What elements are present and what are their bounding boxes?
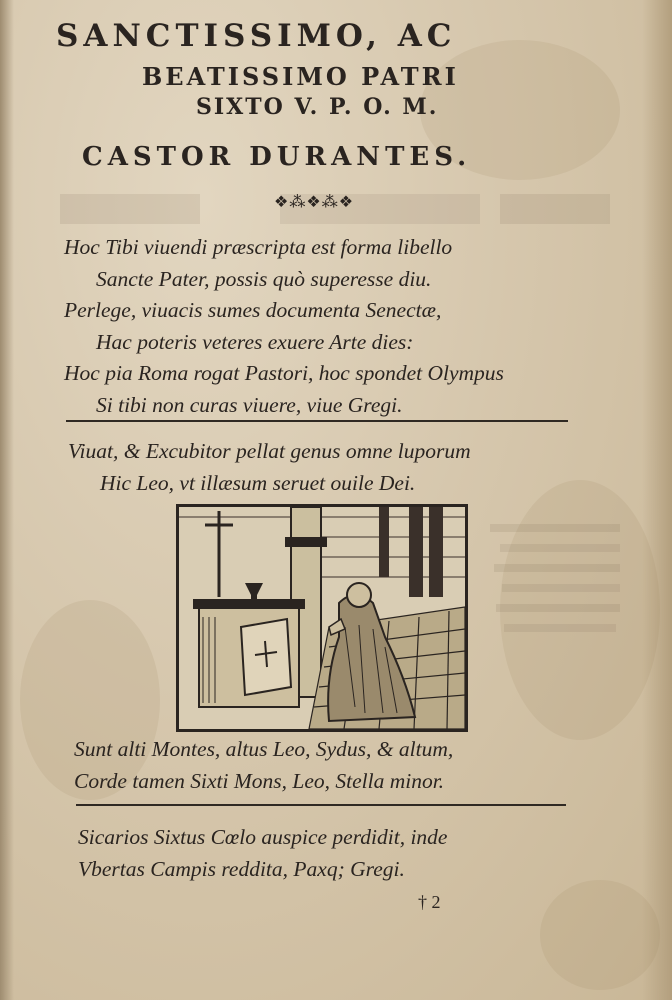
verse-line: Sunt alti Montes, altus Leo, Sydus, & altum, bbox=[74, 737, 454, 761]
verse-line: Hic Leo, vt illæsum seruet ouile Dei. bbox=[100, 470, 416, 495]
verse-line: Hac poteris veteres exuere Arte dies: bbox=[96, 329, 414, 354]
woodcut-praying-pope-image bbox=[179, 507, 465, 729]
poem-mountains bbox=[74, 734, 453, 797]
verse-line: Si tibi non curas viuere, viue Gregi. bbox=[96, 392, 403, 417]
page-right-edge bbox=[642, 0, 672, 1000]
verse-line: Sicarios Sixtus Cœlo auspice perdidit, inde bbox=[78, 825, 448, 849]
divider-rule bbox=[76, 804, 566, 806]
dedication-title-line3: SIXTO V. P. O. M. bbox=[196, 94, 439, 120]
verse-line: Vbertas Campis reddita, Paxq; Gregi. bbox=[78, 856, 405, 881]
dedication-title-line1: SANCTISSIMO, AC bbox=[56, 18, 457, 54]
woodcut-illustration bbox=[176, 504, 468, 732]
page-left-edge bbox=[0, 0, 14, 1000]
verse-line: Corde tamen Sixti Mons, Leo, Stella minor. bbox=[74, 768, 445, 793]
poem-sicarios bbox=[78, 822, 447, 885]
verse-line: Viuat, & Excubitor pellat genus omne luporum bbox=[68, 439, 471, 463]
poem-dedication bbox=[64, 232, 504, 421]
dedication-title-line2: BEATISSIMO PATRI bbox=[142, 62, 459, 91]
divider-rule bbox=[66, 420, 568, 422]
verse-line: Hoc Tibi viuendi præscripta est forma libello bbox=[64, 235, 453, 259]
verse-line: Hoc pia Roma rogat Pastori, hoc spondet Olympus bbox=[64, 361, 504, 385]
poem-lion bbox=[68, 436, 471, 499]
bleed-through bbox=[480, 520, 630, 650]
verse-line: Perlege, viuacis sumes documenta Senectæ, bbox=[64, 298, 442, 322]
author-name: CASTOR DURANTES. bbox=[82, 142, 472, 172]
signature-mark: † 2 bbox=[418, 892, 441, 912]
printer-ornament: ❖⁂❖⁂❖ bbox=[274, 192, 355, 211]
verse-line: Sancte Pater, possis quò superesse diu. bbox=[96, 266, 432, 291]
paper-stain bbox=[540, 880, 660, 990]
